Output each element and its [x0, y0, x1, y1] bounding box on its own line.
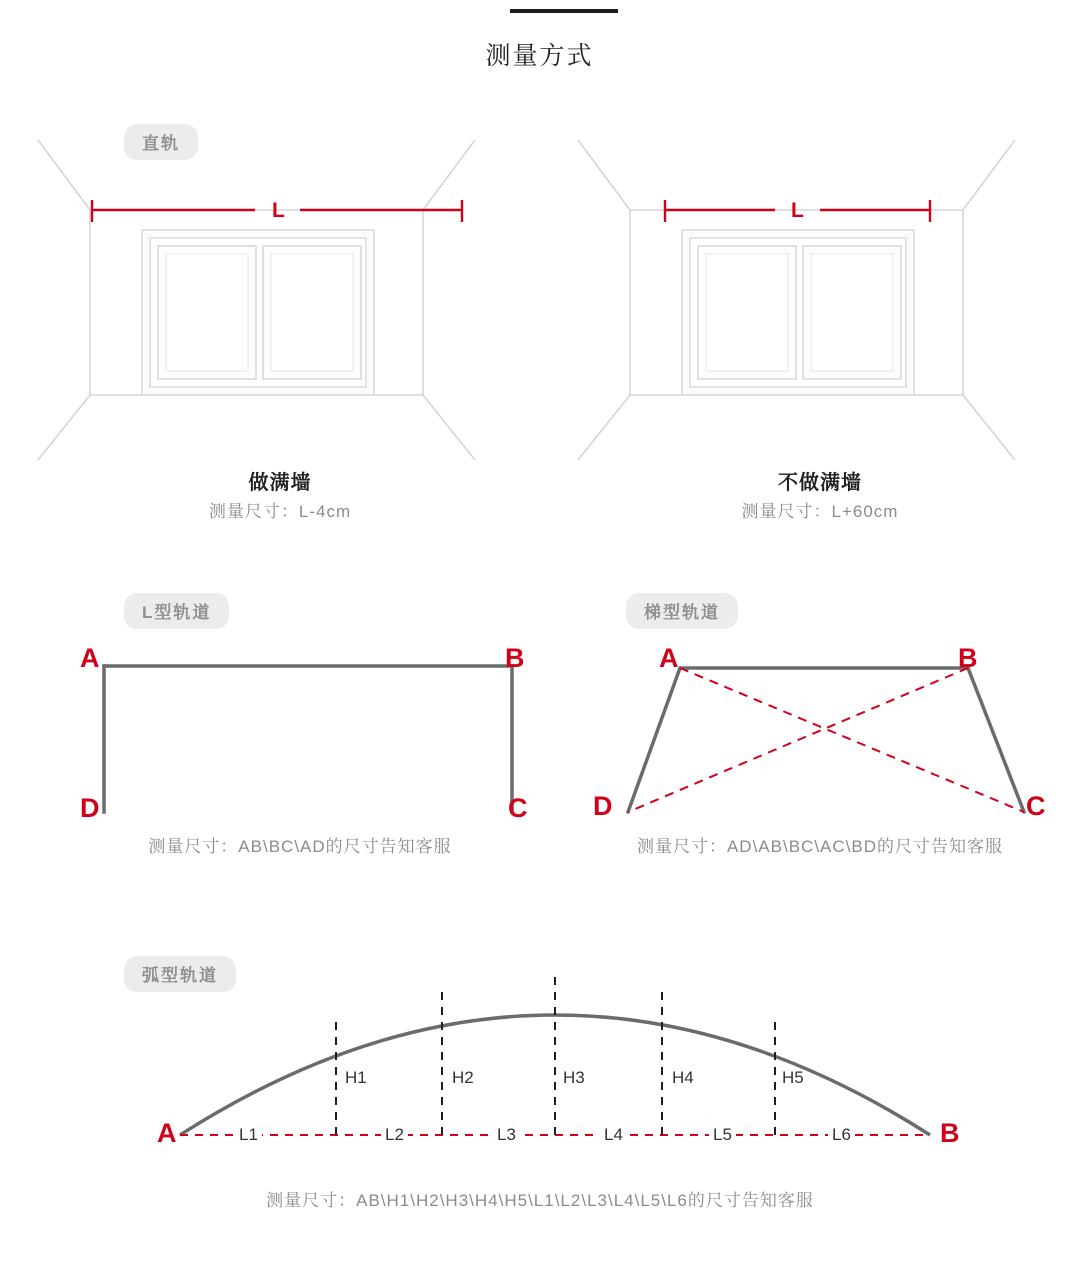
l-track-vertex-c: C — [508, 793, 528, 823]
tag-arc-track: 弧型轨道 — [124, 956, 236, 992]
arc-vertex-a: A — [157, 1118, 177, 1148]
arc-length-label-l2: L2 — [381, 1125, 408, 1145]
dimension-label-left: L — [272, 199, 285, 222]
page-title: 测量方式 — [485, 42, 594, 70]
arc-height-label-h5: H5 — [782, 1068, 804, 1087]
arc-length-label-l4: L4 — [600, 1125, 627, 1145]
arc-height-label-h1: H1 — [345, 1068, 367, 1087]
window-diagram-full-wall — [30, 100, 530, 470]
title-underline-rule — [510, 9, 618, 13]
arc-length-label-l5: L5 — [709, 1125, 736, 1145]
measure-arc-track: 测量尺寸：AB\H1\H2\H3\H4\H5\L1\L2\L3\L4\L5\L6的尺寸告知客服 — [266, 1191, 814, 1210]
trapezoid-vertex-b: B — [958, 643, 978, 673]
arc-track-diagram — [150, 950, 970, 1150]
tag-trapezoid-track: 梯型轨道 — [626, 593, 738, 629]
arc-length-label-l1: L1 — [235, 1125, 262, 1145]
tag-l-track: L型轨道 — [124, 593, 229, 629]
arc-height-label-h3: H3 — [563, 1068, 585, 1087]
l-track-vertex-b: B — [505, 643, 525, 673]
measure-not-full-wall: 测量尺寸：L+60cm — [741, 502, 899, 521]
arc-length-label-l6: L6 — [828, 1125, 855, 1145]
arc-height-label-h2: H2 — [452, 1068, 474, 1087]
l-track-vertex-d: D — [80, 793, 100, 823]
trapezoid-vertex-c: C — [1026, 791, 1046, 821]
l-track-vertex-a: A — [80, 643, 100, 673]
arc-vertex-b: B — [940, 1118, 960, 1148]
measure-trapezoid-track: 测量尺寸：AD\AB\BC\AC\BD的尺寸告知客服 — [636, 837, 1004, 856]
measure-full-wall: 测量尺寸：L-4cm — [208, 502, 352, 521]
tag-straight-track: 直轨 — [124, 124, 198, 160]
dimension-label-right: L — [791, 199, 804, 222]
caption-full-wall: 做满墙 — [248, 472, 312, 494]
arc-length-label-l3: L3 — [493, 1125, 520, 1145]
arc-height-label-h4: H4 — [672, 1068, 694, 1087]
window-diagram-not-full-wall — [570, 100, 1070, 470]
l-track-diagram — [80, 640, 550, 840]
trapezoid-vertex-d: D — [593, 791, 613, 821]
caption-not-full-wall: 不做满墙 — [778, 472, 862, 494]
trapezoid-vertex-a: A — [659, 643, 679, 673]
measure-l-track: 测量尺寸：AB\BC\AD的尺寸告知客服 — [148, 837, 452, 856]
